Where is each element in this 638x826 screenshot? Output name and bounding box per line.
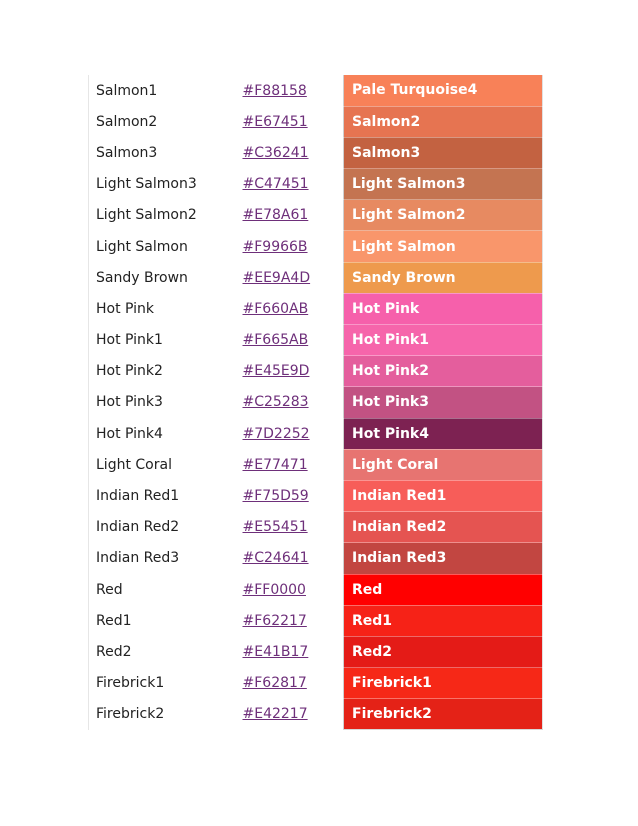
hex-code-link[interactable]: #E45E9D — [242, 363, 310, 380]
table-row — [89, 75, 543, 106]
color-name-cell: Salmon3 — [96, 144, 158, 161]
hex-code-cell — [243, 636, 344, 667]
color-swatch-cell: Firebrick2 — [344, 699, 543, 730]
color-swatch-cell: Indian Red1 — [344, 480, 543, 511]
hex-code-link[interactable]: #E42217 — [242, 706, 308, 723]
table-row — [89, 512, 543, 543]
color-name-cell: Firebrick1 — [96, 675, 165, 692]
color-name-cell: Red2 — [96, 643, 132, 660]
hex-code-link[interactable]: #C36241 — [242, 144, 309, 161]
table-row — [89, 200, 543, 231]
hex-code-cell — [243, 356, 344, 387]
color-name-cell: Hot Pink1 — [96, 332, 163, 349]
table-row — [89, 699, 543, 730]
color-swatch-cell: Salmon2 — [344, 106, 543, 137]
table-row — [89, 325, 543, 356]
table-row — [89, 106, 543, 137]
hex-code-cell — [243, 325, 344, 356]
hex-code-cell — [243, 106, 344, 137]
hex-code-cell — [243, 512, 344, 543]
hex-code-link[interactable]: #F75D59 — [242, 488, 309, 505]
hex-code-link[interactable]: #F62817 — [242, 675, 307, 692]
color-swatch-cell: Red1 — [344, 605, 543, 636]
hex-code-link[interactable]: #F62217 — [242, 612, 307, 629]
color-swatch-cell: Light Salmon3 — [344, 169, 543, 200]
hex-code-cell — [243, 449, 344, 480]
table-row — [89, 387, 543, 418]
hex-code-cell — [243, 668, 344, 699]
hex-code-link[interactable]: #F9966B — [242, 238, 308, 255]
hex-code-cell — [243, 543, 344, 574]
hex-code-link[interactable]: #FF0000 — [242, 581, 306, 598]
color-swatch-cell: Light Salmon — [344, 231, 543, 262]
table-row — [89, 356, 543, 387]
hex-code-link[interactable]: #F660AB — [242, 300, 309, 317]
table-row — [89, 262, 543, 293]
table-row — [89, 418, 543, 449]
hex-code-cell — [243, 169, 344, 200]
color-name-cell: Light Salmon — [96, 238, 188, 255]
color-name-cell: Indian Red2 — [96, 519, 180, 536]
hex-code-cell — [243, 137, 344, 168]
color-swatch-cell: Red — [344, 574, 543, 605]
hex-code-link[interactable]: #F665AB — [242, 332, 309, 349]
hex-code-cell — [243, 231, 344, 262]
hex-code-link[interactable]: #C24641 — [242, 550, 309, 567]
table-row — [89, 668, 543, 699]
hex-code-link[interactable]: #E78A61 — [242, 207, 309, 224]
color-swatch-cell: Hot Pink1 — [344, 325, 543, 356]
color-name-cell: Salmon1 — [96, 82, 158, 99]
color-name-cell: Hot Pink3 — [96, 394, 163, 411]
color-swatch-cell: Indian Red3 — [344, 543, 543, 574]
color-name-cell: Red1 — [96, 612, 132, 629]
color-swatch-cell: Hot Pink — [344, 293, 543, 324]
hex-code-link[interactable]: #E77471 — [242, 456, 308, 473]
table-row — [89, 293, 543, 324]
color-name-cell: Light Coral — [96, 456, 172, 473]
hex-code-link[interactable]: #EE9A4D — [242, 269, 311, 286]
hex-code-cell — [243, 387, 344, 418]
color-swatch-cell: Light Salmon2 — [344, 200, 543, 231]
table-row — [89, 574, 543, 605]
table-row — [89, 543, 543, 574]
hex-code-cell — [243, 418, 344, 449]
hex-code-link[interactable]: #C47451 — [242, 176, 309, 193]
color-name-cell: Sandy Brown — [96, 269, 188, 286]
color-swatch-cell: Sandy Brown — [344, 262, 543, 293]
color-name-cell: Firebrick2 — [96, 706, 165, 723]
color-name-cell: Salmon2 — [96, 113, 158, 130]
hex-code-link[interactable]: #F88158 — [242, 82, 307, 99]
color-swatch-cell: Indian Red2 — [344, 512, 543, 543]
hex-code-cell — [243, 699, 344, 730]
hex-code-cell — [243, 262, 344, 293]
color-name-cell: Hot Pink — [96, 300, 155, 317]
table-row — [89, 636, 543, 667]
hex-code-link[interactable]: #C25283 — [242, 394, 309, 411]
color-swatch-cell: Pale Turquoise4 — [344, 75, 543, 106]
color-table — [88, 75, 543, 730]
hex-code-cell — [243, 574, 344, 605]
color-name-cell: Indian Red3 — [96, 550, 180, 567]
hex-code-link[interactable]: #7D2252 — [242, 425, 310, 442]
hex-code-link[interactable]: #E41B17 — [242, 643, 309, 660]
table-row — [89, 449, 543, 480]
color-swatch-cell: Hot Pink4 — [344, 418, 543, 449]
hex-code-link[interactable]: #E67451 — [242, 113, 308, 130]
color-swatch-cell: Hot Pink2 — [344, 356, 543, 387]
hex-code-cell — [243, 75, 344, 106]
color-swatch-cell: Red2 — [344, 636, 543, 667]
table-row — [89, 480, 543, 511]
table-row — [89, 231, 543, 262]
color-name-cell: Red — [96, 581, 123, 598]
hex-code-cell — [243, 200, 344, 231]
color-swatch-cell: Hot Pink3 — [344, 387, 543, 418]
color-swatch-cell: Firebrick1 — [344, 668, 543, 699]
table-row — [89, 605, 543, 636]
hex-code-cell — [243, 480, 344, 511]
hex-code-cell — [243, 293, 344, 324]
color-swatch-cell: Light Coral — [344, 449, 543, 480]
color-name-cell: Indian Red1 — [96, 488, 180, 505]
color-table-body — [89, 75, 543, 730]
color-swatch-cell: Salmon3 — [344, 137, 543, 168]
color-name-cell: Light Salmon2 — [96, 207, 197, 224]
hex-code-link[interactable]: #E55451 — [242, 519, 308, 536]
hex-code-cell — [243, 605, 344, 636]
table-row — [89, 137, 543, 168]
table-row — [89, 169, 543, 200]
color-name-cell: Light Salmon3 — [96, 176, 197, 193]
color-name-cell: Hot Pink2 — [96, 363, 163, 380]
color-name-cell: Hot Pink4 — [96, 425, 163, 442]
